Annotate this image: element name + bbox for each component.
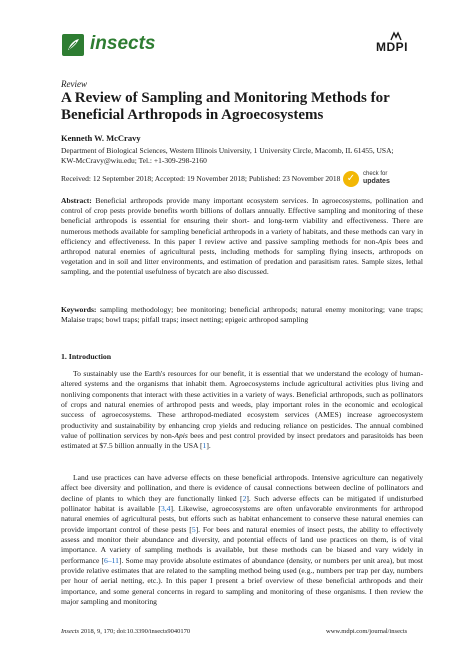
abstract-label: Abstract: — [61, 196, 92, 205]
citation-link[interactable]: 1 — [202, 441, 207, 451]
keywords-label: Keywords: — [61, 305, 97, 314]
author-affiliation — [61, 146, 431, 166]
affiliation-line: Department of Biological Sciences, Western Illinois University, 1 University Circle, Macomb, IL 61455, USA; — [61, 146, 394, 155]
section-heading: 1. Introduction — [61, 352, 112, 361]
mdpi-logo-icon — [390, 28, 402, 38]
insects-logo-icon — [62, 34, 84, 56]
footer-citation: Insects 2018, 9, 170; doi:10.3390/insects9040170 — [61, 628, 191, 635]
abstract — [61, 196, 423, 278]
check-for-updates-label: check for updates — [363, 171, 390, 185]
abstract-text-cont: bees and arthropod natural enemies of agricultural pests, including methods for sampling flying insects, arthropods on vegetation and in soil and litter environments, and estimation of predation and parasitism rates. Sample sizes, lethal sampling, and the potential usefulness of bycatch are also discussed. — [61, 236, 423, 277]
abstract-genus: Apis — [377, 236, 392, 246]
author-name: Kenneth W. McCravy — [61, 133, 141, 143]
intro-paragraph-2: Land use practices can have adverse effects on these beneficial arthropods. Intensive agriculture can negatively affect bee diversity and pollination, and there is evidence of causal connections between decline of pollinators and decline of plants to which they are functionally linked [2]. Such adverse effects can be mitigated if undisturbed pollinator habitat is available [3,4]. Likewise, agroecosystems are often unfavorable environments for arthropod natural enemies of agricultural pests, but efforts such as habitat enhancement to conserve these natural enemies can provide important control of these pests [5]. For bees and natural enemies of insect pests, the ability to effectively assess and monitor their abundance and diversity, and potential effects of land use practices on them, is of vital importance. A variety of sampling methods is available, but these methods can be biased and vary widely in performance [6–11]. Some may provide absolute estimates of abundance (density, or numbers per unit area), but most provide relative estimates that are related to the sampling method being used (e.g., numbers per trap per day, numbers per hour of aerial netting, etc.). In this paper I present a brief overview of these beneficial arthropods and their importance, and some general concerns in regard to sampling and monitoring of these organisms. I then review the major sampling and monitoring — [61, 473, 423, 607]
affiliation-contact: KW-McCravy@wiu.edu; Tel.: +1-309-298-2160 — [61, 156, 207, 165]
publication-dates: Received: 12 September 2018; Accepted: 19 November 2018; Published: 23 November 2018 — [61, 174, 341, 183]
publisher-logo: MDPI — [376, 40, 408, 54]
citation-link[interactable]: 3,4 — [160, 504, 171, 514]
citation-link[interactable]: 5 — [191, 524, 196, 534]
article-type: Review — [61, 79, 87, 89]
footer-journal-url[interactable]: www.mdpi.com/journal/insects — [326, 628, 408, 635]
abstract-text: Beneficial arthropods provide many important ecosystem services. In agroecosystems, pollination and control of crop pests provide benefits worth billions of dollars annually. Effective sampling and monitoring of these beneficial arthropods is essential for ensuring their short- and long-term viability and effectiveness. There are numerous methods available for sampling beneficial arthropods in a variety of habitats, and these methods can vary in efficiency and effectiveness. In this paper I review active and passive sampling methods for non- — [61, 196, 423, 246]
intro-paragraph-1: To sustainably use the Earth's resources for our benefit, it is essential that we understand the ecology of human-altered systems and the organisms that inhabit them. Agroecosystems include agricultural activities plus living and nonliving components that interact with these activities in a variety of ways. Beneficial arthropods, such as pollinators of crops and natural enemies of arthropod pests and weeds, play important roles in the economic and ecological success of agroecosystems. These arthropod-mediated ecosystem services (AMES) increase agroecosystem productivity and sustainability by enhancing crop yields and reducing reliance on pesticides. The annual combined value of pollination services by non-Apis bees and pest control provided by insect predators and parasitoids has been estimated at $7.5 billion annually in the USA [1]. — [61, 369, 423, 451]
journal-name: insects — [90, 33, 156, 54]
citation-link[interactable]: 2 — [242, 493, 247, 503]
article-title: A Review of Sampling and Monitoring Methods for Beneficial Arthropods in Agroecosystems — [61, 90, 390, 123]
check-for-updates-badge[interactable] — [343, 170, 418, 188]
keywords — [61, 305, 423, 325]
keywords-text: sampling methodology; bee monitoring; beneficial arthropods; natural enemy monitoring; vane traps; Malaise traps; bowl traps; pitfall traps; insect netting; epigeic arthropod sampling — [61, 305, 423, 325]
citation-link[interactable]: 6–11 — [104, 555, 119, 565]
check-for-updates-icon: ✓ — [343, 171, 359, 187]
